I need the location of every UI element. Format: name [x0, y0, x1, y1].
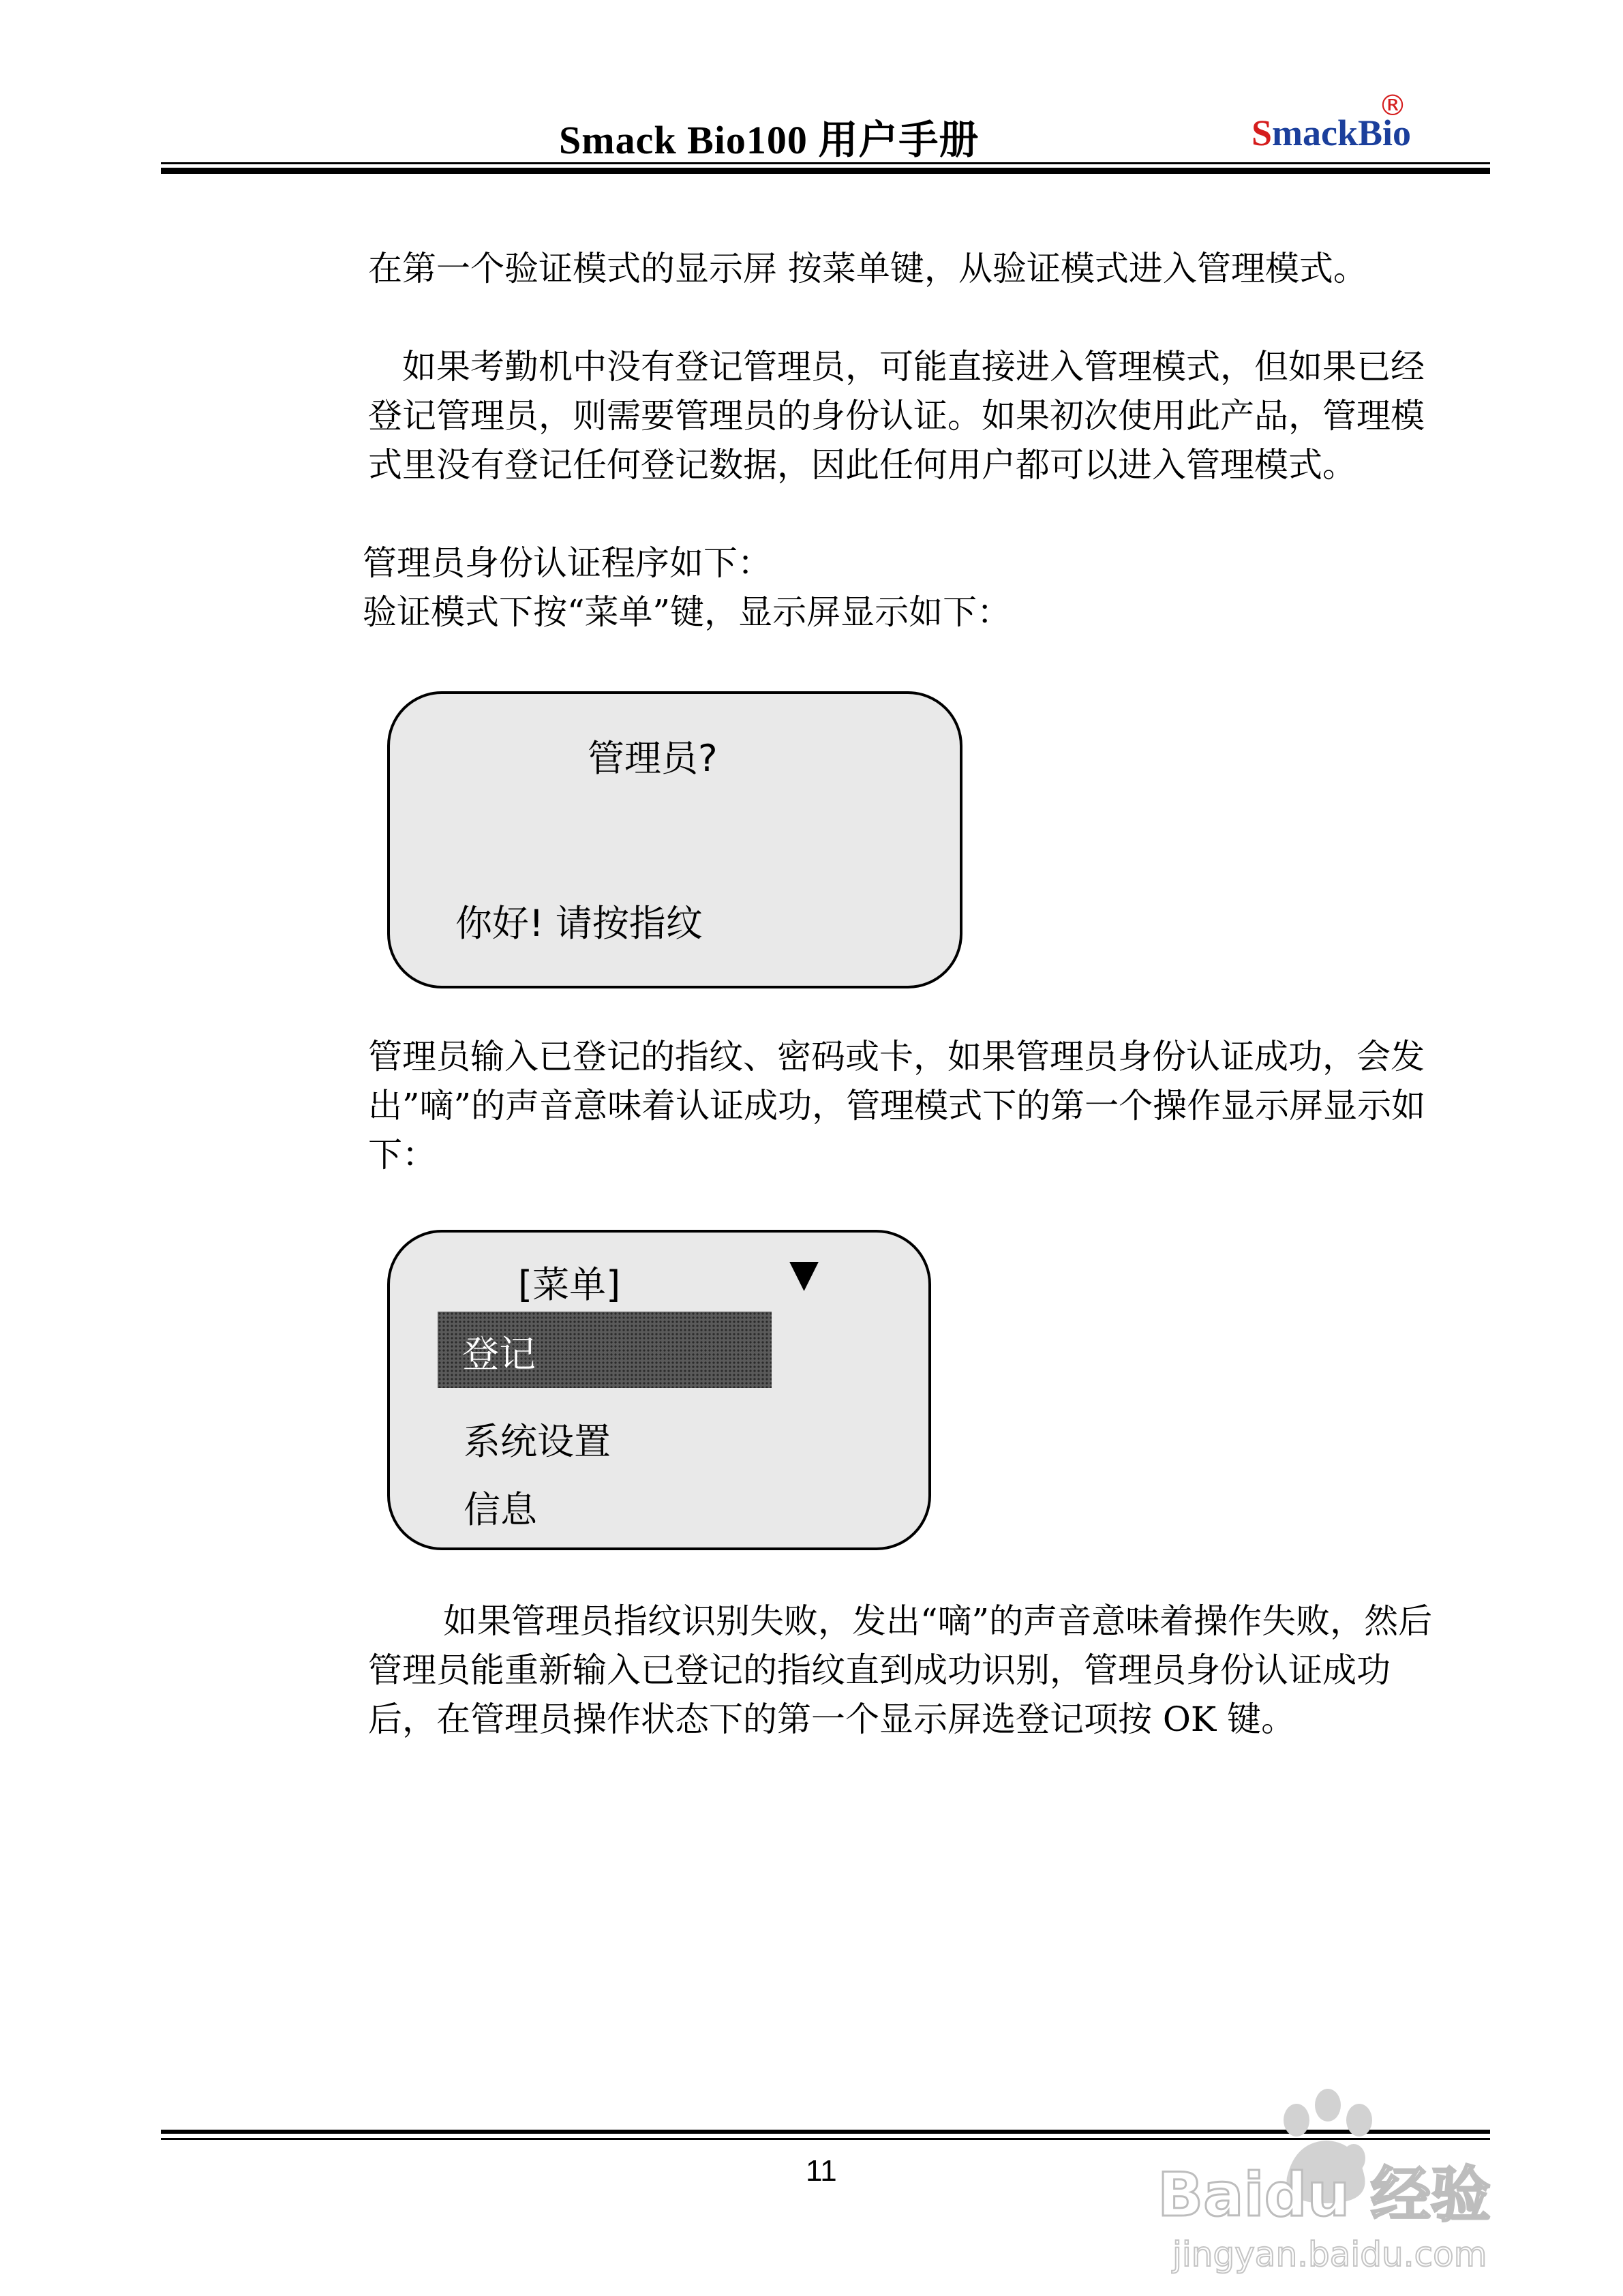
header-title: Smack Bio100 用户手册 — [559, 118, 980, 162]
paragraph-auth-procedure: 管理员身份认证程序如下： — [363, 543, 772, 583]
paragraph-no-admin: 如果考勤机中没有登记管理员，可能直接进入管理模式，但如果已经登记管理员，则需要管理员的身份认证。如果初次使用此产品，管理模式里没有登记任何登记数据，因此任何用户都可以进入管理模式。 — [368, 347, 1425, 485]
header-rule-thin — [161, 162, 1490, 164]
menu-title: [菜单] — [518, 1263, 621, 1306]
scroll-down-arrow-icon: ▼ — [789, 1252, 819, 1296]
header-rule-thick — [161, 168, 1490, 174]
admin-prompt-text: 管理员? — [588, 737, 718, 780]
menu-item-label: 登记 — [462, 1333, 536, 1376]
registered-mark: ® — [1378, 89, 1407, 122]
brand-name: mackBio — [1272, 112, 1412, 153]
menu-item-register-selected[interactable] — [438, 1312, 772, 1388]
paragraph-admin-input: 管理员输入已登记的指纹、密码或卡，如果管理员身份认证成功，会发出”嘀”的声音意味着认证成功，管理模式下的第一个操作显示屏显示如下： — [368, 1037, 1426, 1175]
page-number: 11 — [806, 2154, 837, 2188]
paragraph-auth-failure: 如果管理员指纹识别失败，发出“嘀”的声音意味着操作失败，然后管理员能重新输入已登记的指纹直到成功识别，管理员身份认证成功后，在管理员操作状态下的第一个显示屏选登记项按 OK 键。 — [368, 1601, 1433, 1739]
brand-initial: S — [1252, 112, 1273, 153]
watermark-brand: Baidu 经验 — [1157, 2160, 1491, 2230]
paragraph-enter-admin: 在第一个验证模式的显示屏 按菜单键，从验证模式进入管理模式。 — [368, 249, 1367, 288]
menu-item-info[interactable]: 信息 — [464, 1488, 537, 1531]
menu-item-system-settings[interactable]: 系统设置 — [464, 1420, 611, 1463]
baidu-jingyan-watermark — [1152, 2057, 1534, 2282]
paragraph-press-menu: 验证模式下按“菜单”键，显示屏显示如下： — [363, 592, 1012, 632]
watermark-url: jingyan.baidu.com — [1172, 2235, 1487, 2274]
greeting-text: 你好! 请按指纹 — [455, 902, 703, 945]
